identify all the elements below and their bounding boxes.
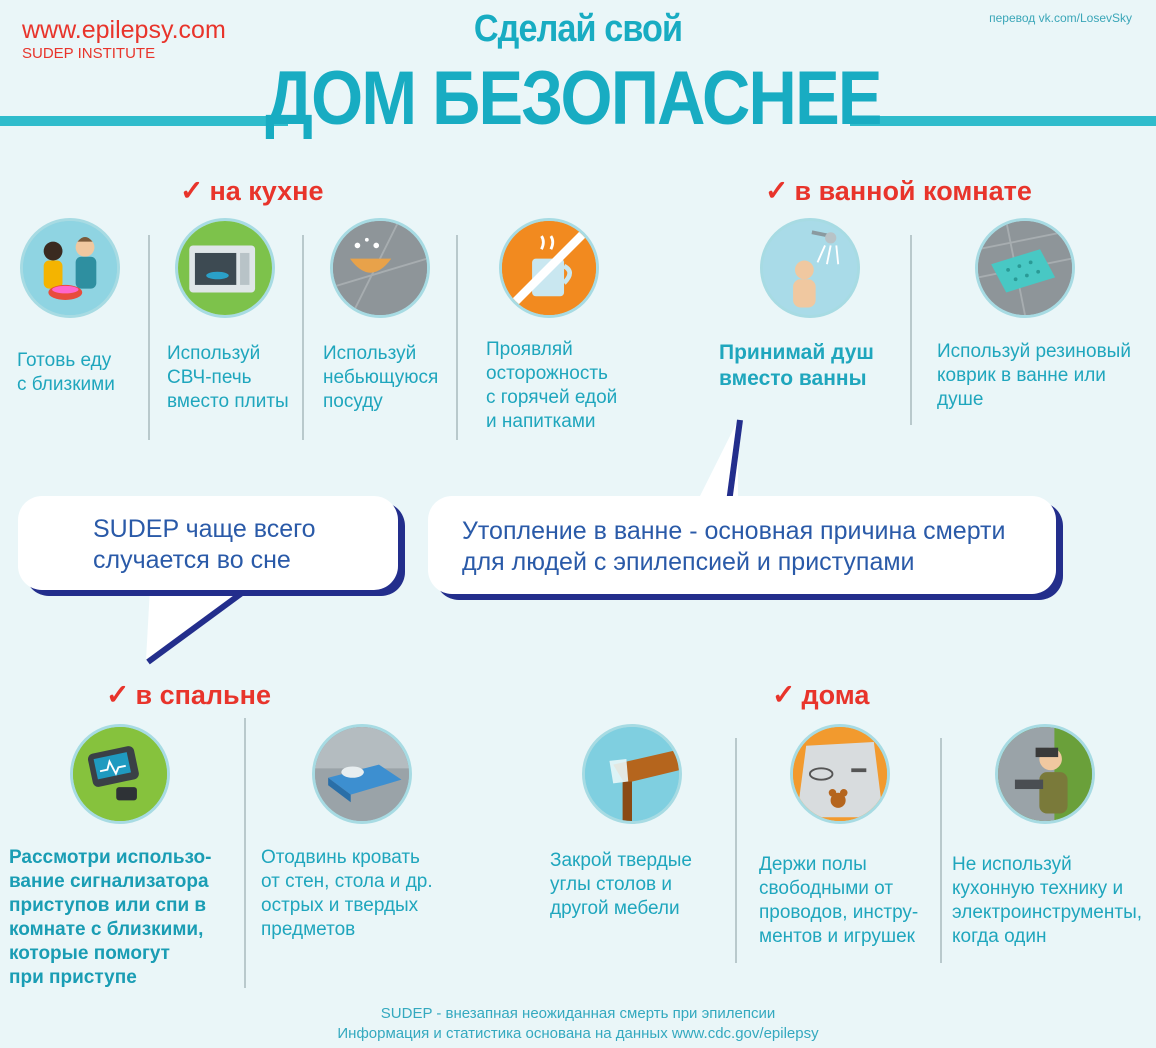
site-url[interactable]: www.epilepsy.com — [22, 16, 226, 44]
check-icon: ✓ — [180, 175, 204, 206]
translation-credit: перевод vk.com/LosevSky — [989, 11, 1132, 25]
check-icon: ✓ — [765, 175, 789, 206]
section-bedroom: ✓ в спальне — [106, 679, 271, 710]
section-bathroom: ✓ в ванной комнате — [765, 175, 1032, 206]
bubble-sleep-text: SUDEP чаще всего случается во сне — [93, 515, 316, 574]
tip-shower: Принимай душ вместо ванны — [719, 341, 874, 390]
bubble-drowning-text: Утопление в ванне - основная причина смерти для людей с эпилепсией и приступами — [462, 517, 1006, 576]
tip-move-bed: Отодвинь кровать от стен, стола и др. острых и твердых предметов — [261, 847, 433, 940]
section-home: ✓ дома — [772, 679, 870, 710]
footer-source[interactable]: Информация и статистика основана на данных www.cdc.gov/epilepsy — [337, 1025, 819, 1042]
tip-cook-together: Готовь еду с близкими — [17, 350, 115, 395]
tip-no-tools-alone: Не используй кухонную технику и электроинструменты, когда один — [952, 854, 1142, 947]
tip-seizure-alarm: Рассмотри использо- вание сигнализатора приступов или спи в комнате с близкими, которые помогут при приступе — [9, 847, 212, 988]
footer — [0, 1004, 1156, 1044]
check-icon: ✓ — [772, 679, 796, 710]
tip-unbreakable-dishes: Используй небьющуюся посуду — [323, 343, 439, 412]
institute-name: SUDEP INSTITUTE — [22, 45, 156, 62]
tip-cover-corners: Закрой твердые углы столов и другой мебели — [550, 850, 692, 919]
tip-use-microwave: Используй СВЧ-печь вместо плиты — [167, 343, 289, 412]
tip-rubber-mat: Используй резиновый коврик в ванне или душе — [937, 341, 1131, 410]
tip-clear-floors: Держи полы свободными от проводов, инстру- ментов и игрушек — [759, 854, 919, 947]
check-icon: ✓ — [106, 679, 130, 710]
page-title: ДОМ БЕЗОПАСНЕЕ — [265, 56, 881, 141]
footer-definition: SUDEP - внезапная неожиданная смерть при эпилепсии — [380, 1005, 776, 1022]
section-kitchen: ✓ на кухне — [180, 175, 324, 206]
tip-hot-food: Проявляй осторожность с горячей едой и напитками — [486, 339, 618, 432]
title-top: Сделай свой — [473, 8, 683, 50]
